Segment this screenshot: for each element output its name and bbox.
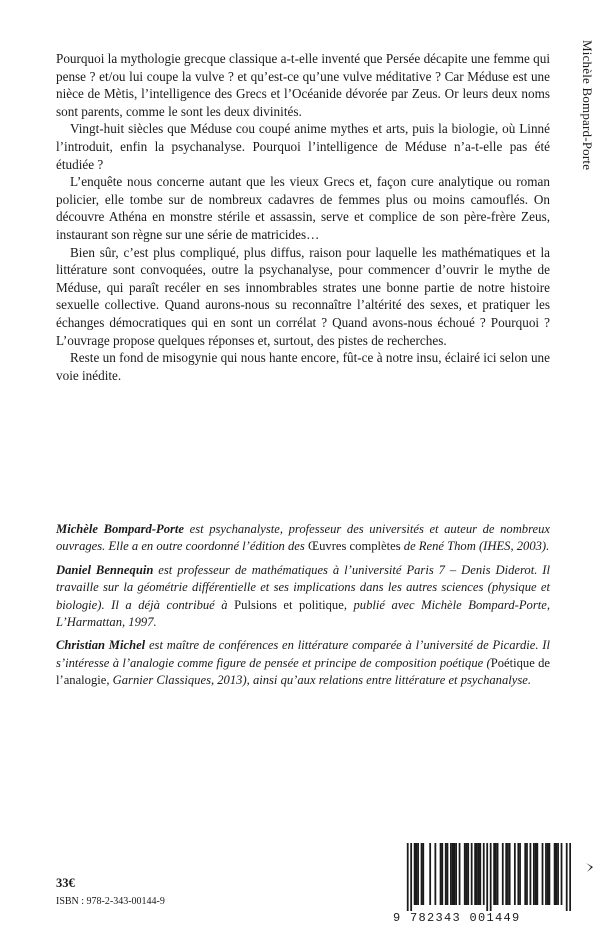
barcode-bar — [549, 843, 551, 905]
barcode-bar — [557, 843, 559, 905]
barcode-bar — [479, 843, 481, 905]
barcode-bar — [417, 843, 419, 905]
barcode-bar — [493, 843, 495, 905]
barcode-bar — [450, 843, 452, 905]
barcode-bar — [497, 843, 499, 905]
bio-name: Daniel Bennequin — [56, 562, 154, 577]
barcode-bar — [464, 843, 466, 905]
barcode-bar — [414, 843, 416, 905]
barcode-bar — [421, 843, 423, 905]
barcode-digits: 9 782343 001449 — [393, 911, 521, 925]
barcode-bar — [524, 843, 526, 905]
barcode-bar — [445, 843, 447, 905]
bio-michele-bompard-porte — [56, 521, 550, 556]
barcode-bar — [542, 843, 544, 905]
barcode-bar — [476, 843, 478, 905]
barcode-bar — [466, 843, 468, 905]
blurb-paragraph-2: Vingt-huit siècles que Méduse cou coupé anime mythes et arts, puis la biologie, où Linné l’introduit, enfin la psychanalyse. Pourquoi l’intelligence de Méduse n’a-t-elle pas été étudiée ? — [56, 121, 550, 172]
bio-text: de René Thom (IHES, 2003). — [400, 539, 550, 554]
barcode-bar — [434, 843, 436, 905]
barcode-bar — [505, 843, 507, 905]
bio-christian-michel — [56, 637, 550, 689]
barcode-bar — [478, 843, 480, 905]
barcode-bar — [502, 843, 504, 905]
barcode-bar — [474, 843, 476, 905]
barcode-bar — [410, 843, 412, 911]
bio-text: est psychanalyste, professeur des universités et auteur de nombreux ouvrages. Elle a en outre coordonné l’édition des — [56, 522, 550, 554]
barcode-bar — [555, 843, 557, 905]
barcode-bar — [429, 843, 431, 905]
barcode-bar — [514, 843, 516, 905]
back-cover-blurb — [56, 50, 550, 384]
price-label: 33€ — [56, 876, 75, 890]
barcode-bar — [547, 843, 549, 905]
bio-work-title: Poétique de l’analogie — [56, 655, 550, 688]
barcode-bar — [422, 843, 424, 905]
bio-name: Michèle Bompard-Porte — [56, 522, 185, 536]
barcode-bar — [554, 843, 556, 905]
barcode-bar — [526, 843, 528, 905]
barcode-bar — [517, 843, 519, 905]
barcode-bar — [440, 843, 442, 905]
bio-work-title: Pulsions et politique — [234, 597, 344, 612]
bio-text: est maître de conférences en littérature comparée à l’université de Picardie. Il s’intéresse à l’analogie comme figure de pensée et principe de composition poétique ( — [56, 638, 550, 670]
barcode-bar — [495, 843, 497, 905]
barcode-bar — [507, 843, 509, 905]
publisher-logo-icon — [585, 861, 599, 873]
barcode-bar — [441, 843, 443, 905]
barcode-bar — [455, 843, 457, 905]
barcode-bar — [569, 843, 571, 911]
bio-text: est professeur de mathématiques à l’université Paris 7 – Denis Diderot. Il travaille sur la géométrie différentielle et ses implications dans les autres sciences (physique et biologie). Il a déjà contribué à — [56, 562, 550, 612]
barcode-bar — [566, 843, 568, 911]
spine-author-name — [580, 40, 596, 230]
blurb-paragraph-3: L’enquête nous concerne autant que les vieux Grecs et, façon cure analytique ou roman policier, elle tombe sur de nombreux cadavres de femmes plus ou moins camouflés. On découvre Athéna en monstre stérile et assassin, serve et complice de son père-frère Zeus, instaurant son règne sur une série de matricides… — [56, 174, 550, 242]
barcode-bar — [533, 843, 535, 905]
barcode-bar — [536, 843, 538, 905]
spine-text: Michèle Bompard-Porte — [580, 40, 595, 171]
barcode-bar — [486, 843, 488, 911]
blurb-paragraph-1: Pourquoi la mythologie grecque classique a-t-elle inventé que Persée décapite une femme qui pense ? et/ou lui coupe la vulve ? et qu’est-ce qu’une vulve méditative ? Car Méduse est une nièce de Mètis, l’intelligence des Grecs et l’Océanide dévorée par Zeus. Or leurs deux noms sont parents, comme le sont les deux divinités. — [56, 51, 550, 119]
barcode-bar — [490, 843, 492, 911]
barcode-bar — [452, 843, 454, 905]
barcode-bar — [471, 843, 473, 905]
bio-text: , publié avec Michèle Bompard-Porte, L’Harmattan, 1997. — [56, 597, 550, 630]
barcode-bar — [415, 843, 417, 905]
barcode-bars — [393, 843, 571, 911]
barcode-bar — [447, 843, 449, 905]
barcode-bar — [545, 843, 547, 905]
isbn-barcode — [393, 843, 571, 925]
barcode-bar — [535, 843, 537, 905]
barcode-bar — [509, 843, 511, 905]
bio-work-title: Œuvres complètes — [307, 539, 401, 554]
blurb-paragraph-5: Reste un fond de misogynie qui nous hante encore, fût-ce à notre insu, éclairé ici selon une voie inédite. — [56, 350, 550, 383]
barcode-bar — [530, 843, 532, 905]
barcode-bar — [519, 843, 521, 905]
barcode-bar — [467, 843, 469, 905]
bio-name: Christian Michel — [56, 638, 146, 653]
author-bios — [56, 521, 550, 696]
bio-daniel-bennequin — [56, 562, 550, 632]
isbn-label: ISBN : 978-2-343-00144-9 — [56, 896, 165, 907]
barcode-bar — [459, 843, 461, 905]
barcode-bar — [561, 843, 563, 905]
barcode-bar — [407, 843, 409, 911]
blurb-paragraph-4: Bien sûr, c’est plus compliqué, plus diffus, raison pour laquelle les mathématiques et la littérature sont convoquées, outre la psychanalyse, pour commencer d’ouvrir le mythe de Méduse, qui paraît recéler en ses innombrables strates une bonne partie de notre histoire sexuelle collective. Quand aurons-nous su reconnaître l’altérité des sexes, et pratiquer les échanges démocratiques qui en sont un corrélat ? Quand avons-nous échoué ? Pourquoi ? L’ouvrage propose quelques réponses et, surtout, des pistes de recherches. — [56, 244, 550, 348]
bio-text: , Garnier Classiques, 2013), ainsi qu’aux relations entre littérature et psychanalyse. — [106, 673, 531, 688]
barcode-bar — [483, 843, 485, 905]
barcode-bar — [453, 843, 455, 905]
